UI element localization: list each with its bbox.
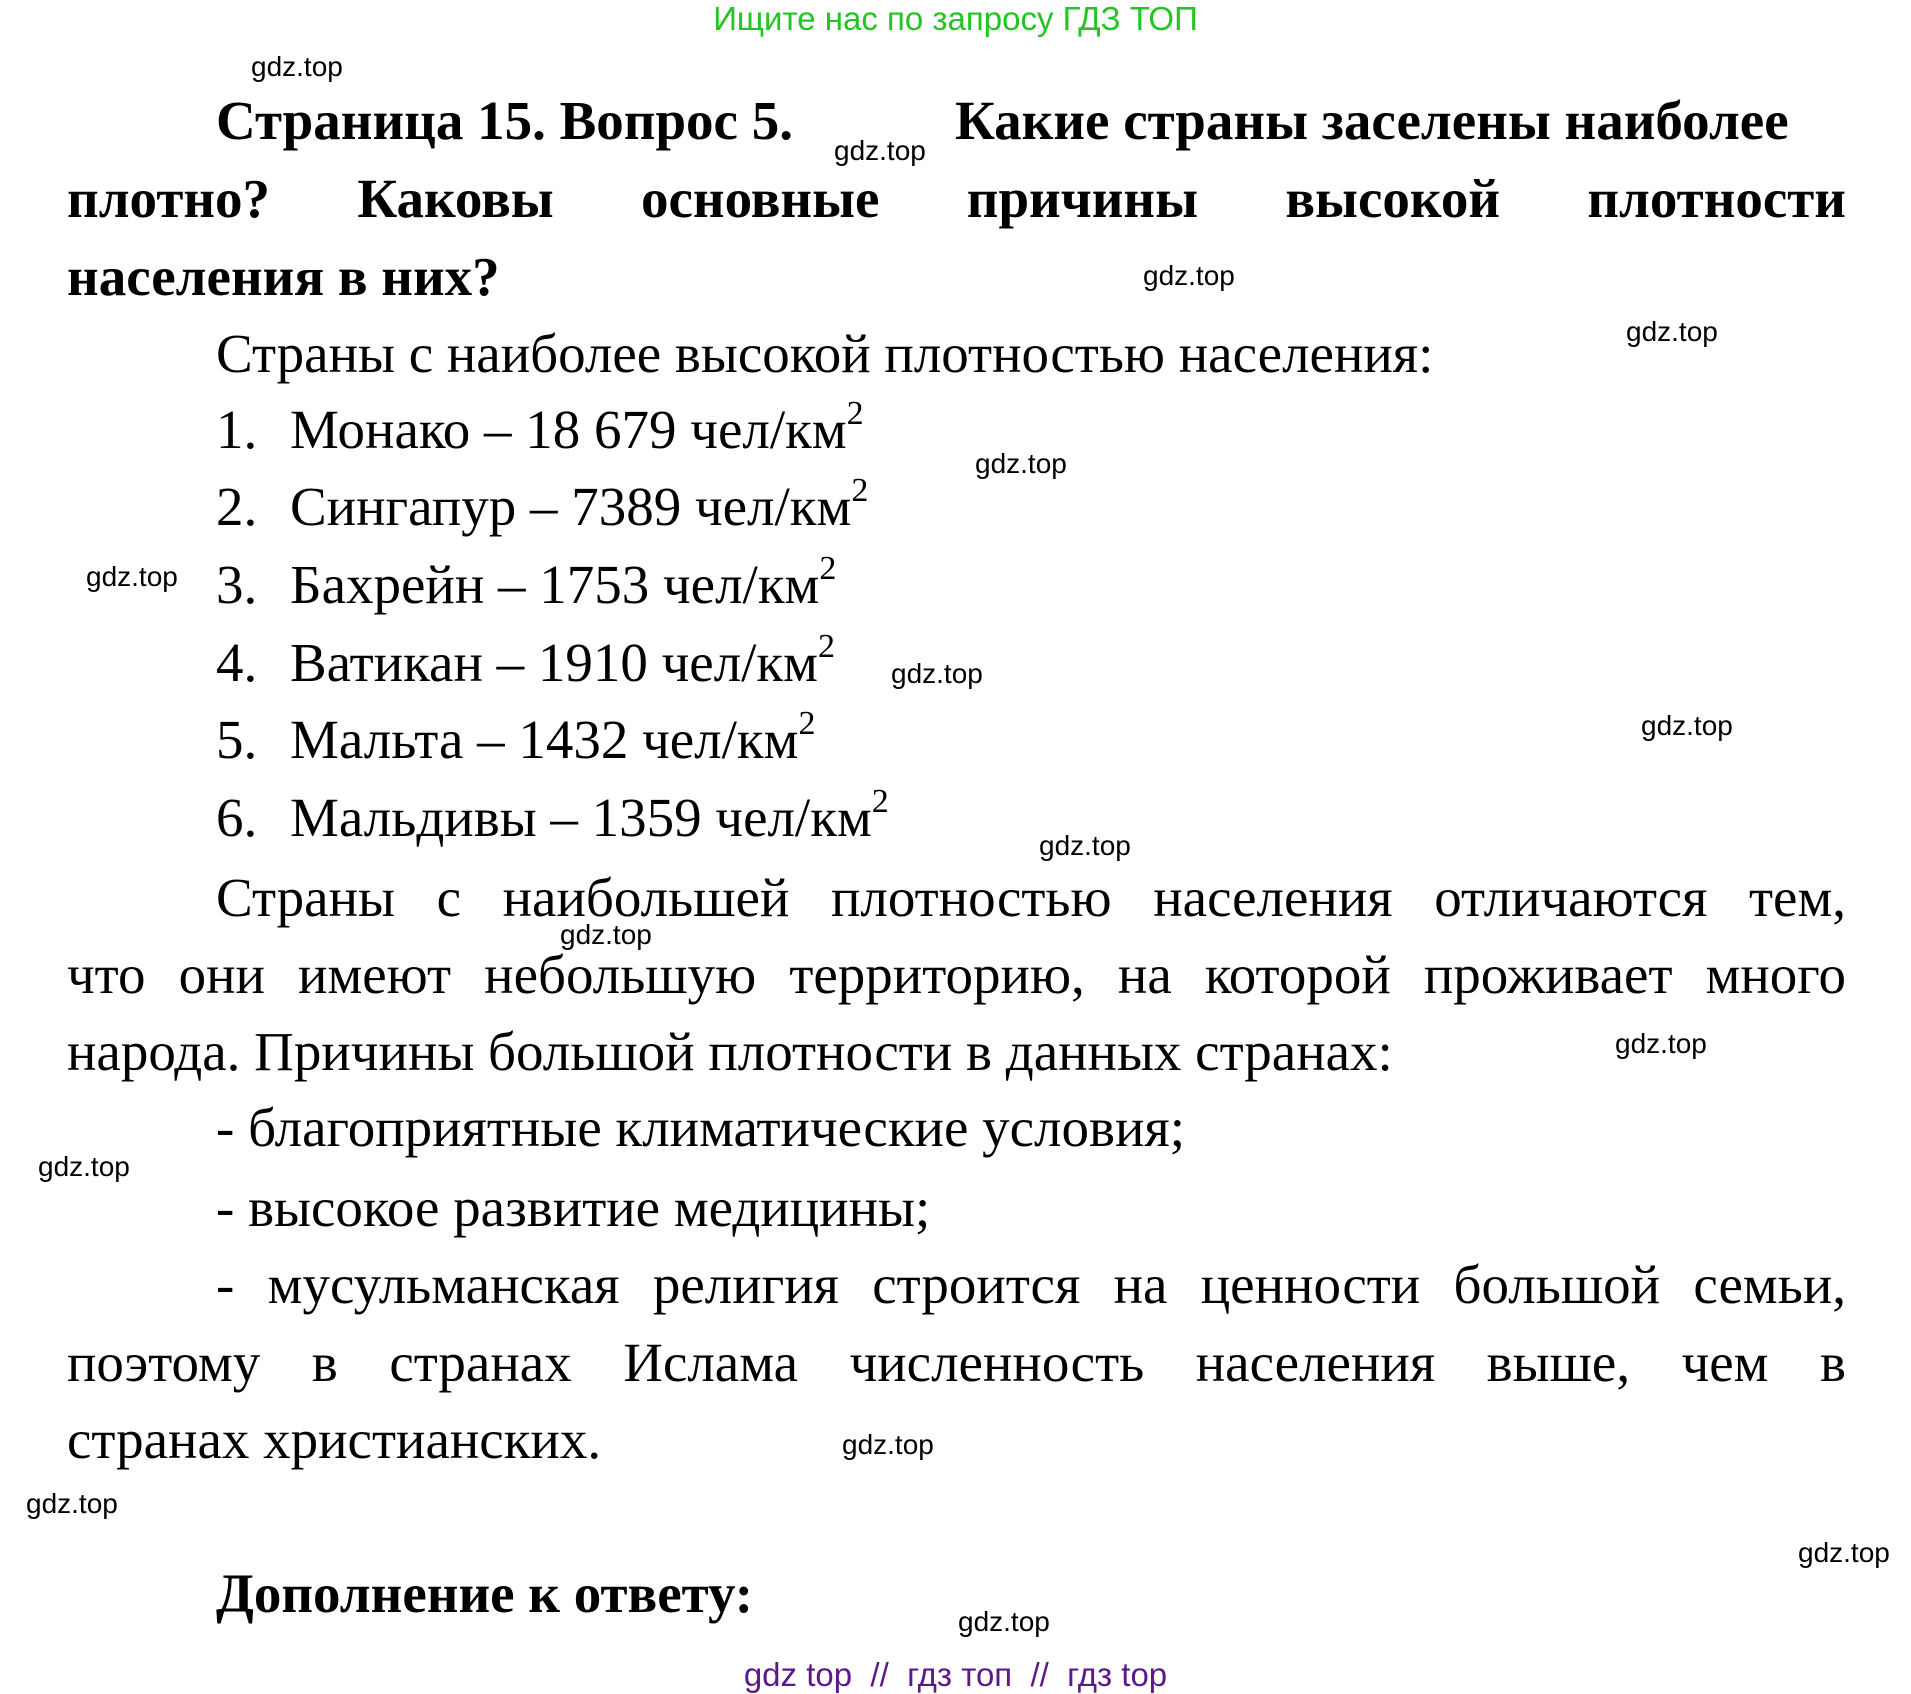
item-number: 2. — [216, 476, 258, 537]
item-text: Мальдивы – 1359 чел/км — [290, 787, 872, 848]
list-item — [216, 391, 864, 476]
watermark: gdz.top — [834, 135, 926, 166]
watermark: gdz.top — [975, 448, 1067, 479]
list-item — [216, 546, 836, 631]
superscript: 2 — [817, 628, 835, 665]
item-text: Монако – 18 679 чел/км — [290, 399, 847, 460]
top-banner: Ищите нас по запросу ГДЗ ТОП — [713, 0, 1198, 37]
paragraph-line-3: народа. Причины большой плотности в данных странах: — [67, 1021, 1393, 1082]
item-text: Бахрейн – 1753 чел/км — [290, 554, 820, 615]
superscript: 2 — [851, 472, 869, 509]
watermark: gdz.top — [842, 1429, 934, 1460]
superscript: 2 — [819, 550, 837, 587]
watermark: gdz.top — [1626, 316, 1718, 347]
watermark: gdz.top — [1143, 260, 1235, 291]
watermark: gdz.top — [958, 1606, 1050, 1637]
watermark: gdz.top — [1615, 1028, 1707, 1059]
item-text: Ватикан – 1910 чел/км — [290, 632, 818, 693]
reason-2: - высокое развитие медицины; — [216, 1177, 931, 1238]
item-text: Мальта – 1432 чел/км — [290, 709, 799, 770]
item-number: 5. — [216, 709, 258, 770]
list-item — [216, 779, 889, 864]
item-number: 1. — [216, 399, 258, 460]
superscript: 2 — [846, 395, 864, 432]
item-number: 6. — [216, 787, 258, 848]
watermark: gdz.top — [891, 658, 983, 689]
item-number: 3. — [216, 554, 258, 615]
watermark: gdz.top — [1641, 710, 1733, 741]
reason-3-line-3: странах христианских. — [67, 1409, 602, 1470]
watermark: gdz.top — [38, 1151, 130, 1182]
watermark: gdz.top — [26, 1488, 118, 1519]
question-line-2: плотно? Каковы основные причины высокой плотности — [67, 168, 1846, 229]
intro-text: Страны с наиболее высокой плотностью населения: — [216, 323, 1434, 384]
list-item — [216, 624, 835, 709]
reason-3-line-2: поэтому в странах Ислама численность населения выше, чем в — [67, 1332, 1846, 1393]
item-number: 4. — [216, 632, 258, 693]
list-item — [216, 701, 815, 786]
watermark: gdz.top — [86, 561, 178, 592]
watermark: gdz.top — [1798, 1537, 1890, 1568]
superscript: 2 — [798, 705, 816, 742]
bottom-banner: gdz top // гдз топ // гдз top — [743, 1656, 1168, 1693]
item-text: Сингапур – 7389 чел/км — [290, 476, 852, 537]
paragraph-line-2: что они имеют небольшую территорию, на которой проживает много — [67, 944, 1846, 1005]
watermark: gdz.top — [1039, 830, 1131, 861]
watermark: gdz.top — [560, 919, 652, 950]
question-label: Страница 15. Вопрос 5. — [216, 90, 793, 151]
reason-3-line-1: - мусульманская религия строится на ценности большой семьи, — [216, 1254, 1846, 1315]
addendum-heading: Дополнение к ответу: — [216, 1563, 754, 1624]
reason-1: - благоприятные климатические условия; — [216, 1097, 1185, 1158]
question-line-1: Какие страны заселены наиболее — [955, 90, 1789, 151]
paragraph-line-1: Страны с наибольшей плотностью населения отличаются тем, — [216, 867, 1846, 928]
superscript: 2 — [871, 783, 889, 820]
list-item — [216, 468, 868, 553]
watermark: gdz.top — [251, 51, 343, 82]
question-line-3: населения в них? — [67, 246, 500, 307]
